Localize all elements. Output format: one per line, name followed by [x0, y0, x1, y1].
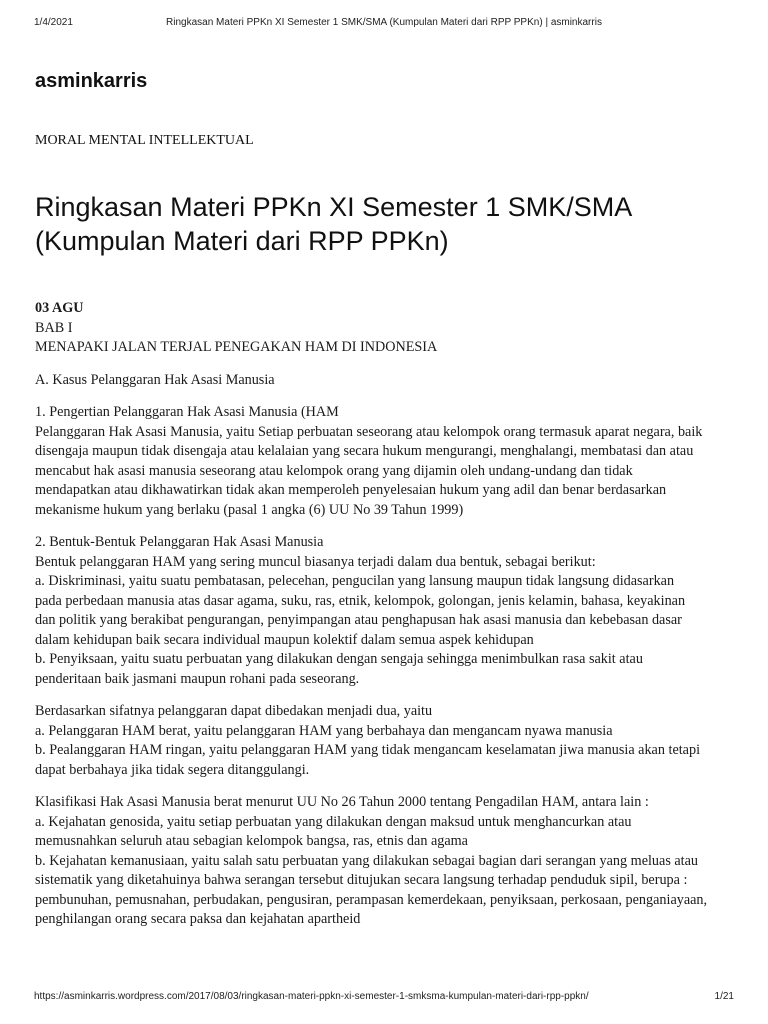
- paragraph-line: memusnahkan seluruh atau sebagian kelompok bangsa, ras, etnis dan agama: [35, 833, 468, 849]
- site-title[interactable]: asminkarris: [35, 70, 148, 92]
- paragraph-line: a. Kejahatan genosida, yaitu setiap perbuatan yang dilakukan dengan maksud untuk menghancurkan atau: [35, 813, 632, 830]
- print-page-title: Ringkasan Materi PPKn XI Semester 1 SMK/SMA (Kumpulan Materi dari RPP PPKn) | asminkarris: [166, 17, 602, 28]
- print-footer: [34, 991, 734, 1005]
- post-content: [35, 299, 740, 943]
- paragraph-line: 2. Bentuk-Bentuk Pelanggaran Hak Asasi Manusia: [35, 534, 324, 550]
- paragraph-line: mencabut hak asasi manusia seseorang atau kelompok orang yang dijamin oleh undang-undang dan tidak: [35, 462, 633, 479]
- post-intro: [35, 299, 740, 358]
- paragraph-line: sistematik yang diketahuinya bahwa serangan tersebut ditujukan secara langsung terhadap penduduk sipil, berupa :: [35, 872, 688, 888]
- section-a-title: A. Kasus Pelanggaran Hak Asasi Manusia: [35, 371, 275, 388]
- paragraph-4: [35, 793, 740, 930]
- paragraph-line: mendapatkan atau dikhawatirkan tidak akan memperoleh penyelesaian hukum yang adil dan benar berdasarkan: [35, 482, 667, 498]
- paragraph-line: pembunuhan, pemusnahan, perbudakan, pengusiran, perampasan kemerdekaan, penyiksaan, perkosaan, penganiayaan,: [35, 891, 708, 908]
- site-tagline: MORAL MENTAL INTELLEKTUAL: [35, 133, 254, 148]
- paragraph-line: Klasifikasi Hak Asasi Manusia berat menurut UU No 26 Tahun 2000 tentang Pengadilan HAM, antara lain :: [35, 794, 649, 810]
- print-url: https://asminkarris.wordpress.com/2017/08/03/ringkasan-materi-ppkn-xi-semester-1-smksma-kumpulan-materi-dari-rpp-ppkn/: [34, 991, 589, 1002]
- print-header: [34, 17, 734, 31]
- print-page-number: 1/21: [714, 991, 734, 1002]
- paragraph-line: mekanisme hukum yang berlaku (pasal 1 angka (6) UU No 39 Tahun 1999): [35, 501, 464, 518]
- post-date: 03 AGU: [35, 300, 84, 316]
- chapter-label: BAB I: [35, 319, 73, 336]
- chapter-title: MENAPAKI JALAN TERJAL PENEGAKAN HAM DI INDONESIA: [35, 339, 438, 355]
- paragraph-line: b. Kejahatan kemanusiaan, yaitu salah satu perbuatan yang dilakukan sebagai bagian dari serangan yang meluas atau: [35, 852, 699, 869]
- paragraph-line: disengaja maupun tidak disengaja atau kelalaian yang secara hukum mengurangi, menghalangi, membatasi dan atau: [35, 443, 694, 459]
- paragraph-line: dalam kehidupan baik secara individual maupun kolektif dalam semua aspek kehidupan: [35, 631, 534, 648]
- paragraph-3: [35, 702, 740, 780]
- paragraph-line: a. Diskriminasi, yaitu suatu pembatasan, pelecehan, pengucilan yang lansung maupun tidak langsung didasarkan: [35, 573, 675, 589]
- paragraph-line: pada perbedaan manusia atas dasar agama, suku, ras, etnik, kelompok, golongan, jenis kelamin, bahasa, keyakinan: [35, 592, 686, 609]
- paragraph-line: penghilangan orang secara paksa dan kejahatan apartheid: [35, 911, 361, 927]
- paragraph-line: Berdasarkan sifatnya pelanggaran dapat dibedakan menjadi dua, yaitu: [35, 703, 433, 719]
- post-title: Ringkasan Materi PPKn XI Semester 1 SMK/SMA (Kumpulan Materi dari RPP PPKn): [35, 192, 631, 256]
- section-heading: [35, 371, 740, 391]
- paragraph-line: 1. Pengertian Pelanggaran Hak Asasi Manusia (HAM: [35, 404, 339, 420]
- paragraph-line: dapat berbahaya jika tidak segera ditanggulangi.: [35, 761, 310, 778]
- paragraph-2: [35, 533, 740, 689]
- paragraph-line: dan politik yang berakibat pengurangan, penyimpangan atau penghapusan hak asasi manusia dan kebebasan dasar: [35, 612, 682, 628]
- paragraph-line: b. Penyiksaan, yaitu suatu perbuatan yang dilakukan dengan sengaja sehingga menimbulkan rasa sakit atau: [35, 651, 643, 667]
- paragraph-line: Bentuk pelanggaran HAM yang sering muncul biasanya terjadi dalam dua bentuk, sebagai berikut:: [35, 553, 596, 570]
- paragraph-line: penderitaan baik jasmani maupun rohani pada seseorang.: [35, 670, 360, 687]
- print-date: 1/4/2021: [34, 17, 73, 28]
- paragraph-1: [35, 403, 740, 520]
- paragraph-line: a. Pelanggaran HAM berat, yaitu pelanggaran HAM yang berbahaya dan mengancam nyawa manusia: [35, 722, 613, 739]
- paragraph-line: Pelanggaran Hak Asasi Manusia, yaitu Setiap perbuatan seseorang atau kelompok orang termasuk aparat negara, baik: [35, 423, 703, 440]
- paragraph-line: b. Pealanggaran HAM ringan, yaitu pelanggaran HAM yang tidak mengancam keselamatan jiwa manusia akan tetapi: [35, 742, 701, 758]
